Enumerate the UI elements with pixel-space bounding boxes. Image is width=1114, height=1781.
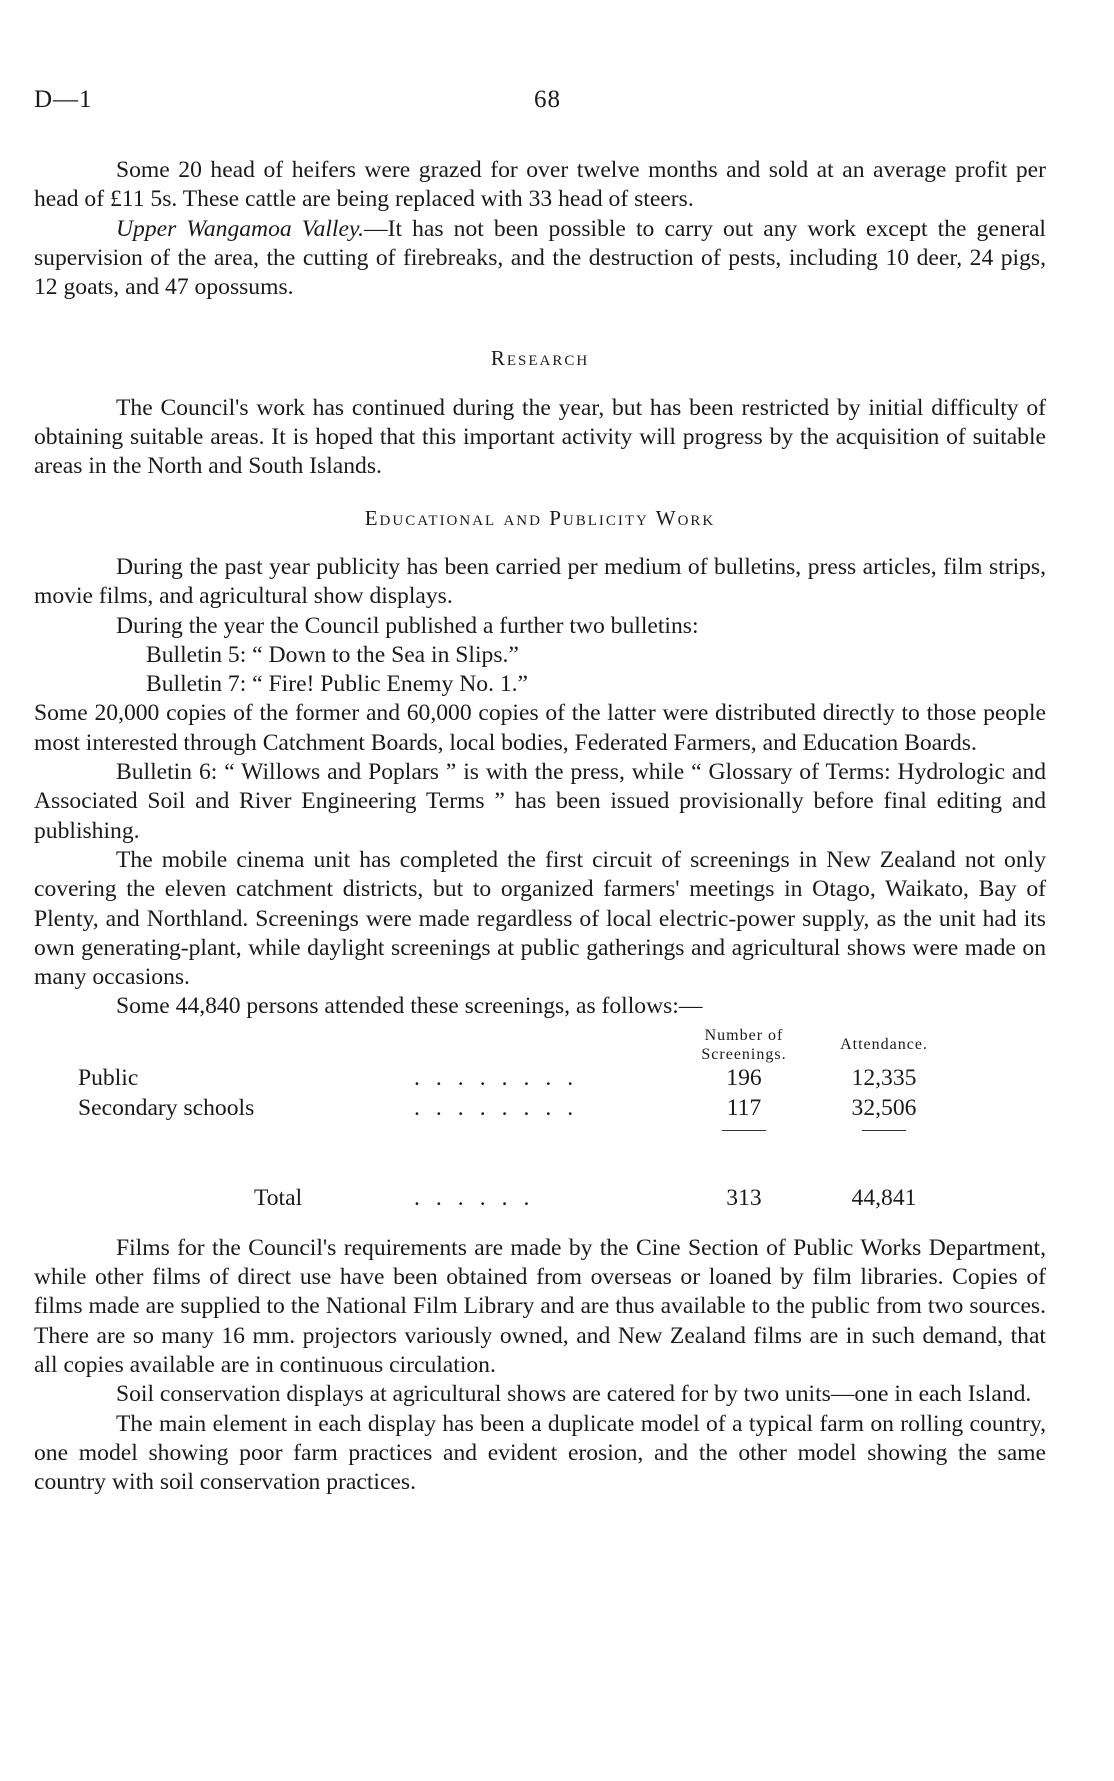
row-attendance: 12,335 xyxy=(851,1064,917,1091)
bulletin-item: Bulletin 7: “ Fire! Public Enemy No. 1.” xyxy=(146,671,529,698)
paragraph-upper-wangamoa xyxy=(34,215,1046,303)
paragraph-research: The Council's work has continued during the year, but has been restricted by initial difficulty of obtaining suitable areas. It is hoped that this important activity will progress by the acquisition of suitable areas in the North and South Islands. xyxy=(34,394,1046,480)
educational-heading: Educational and Publicity Work xyxy=(364,505,716,530)
paragraph-bulletins-intro: During the year the Council published a further two bulletins: xyxy=(116,612,699,639)
upper-wangamoa-title: Upper Wangamoa Valley. xyxy=(116,215,365,242)
total-label: Total xyxy=(254,1184,303,1211)
total-rule xyxy=(862,1130,906,1131)
leader-dots: ........ xyxy=(414,1094,590,1121)
page-code: D—1 xyxy=(34,86,93,113)
paragraph-attendance-intro: Some 44,840 persons attended these screenings, as follows:— xyxy=(116,993,703,1020)
paragraph-films: Films for the Council's requirements are made by the Cine Section of Public Works Department, while other films of direct use have been obtained from overseas or loaned by film libraries. Copies of films made are supplied to the National Film Library and are thus available to the public from two sources. There are so many 16 mm. projectors variously owned, and New Zealand films are in such demand, that all copies available are in continuous circulation. xyxy=(34,1234,1046,1378)
paragraph-cinema-unit: The mobile cinema unit has completed the first circuit of screenings in New Zealand not only covering the eleven catchment districts, but to organized farmers' meetings in Otago, Waikato, Bay of Plenty, and Northland. Screenings were made regardless of local electric-power supply, as the unit had its own generating-plant, while daylight screenings at public gatherings and agricultural shows were made on many occasions. xyxy=(34,846,1046,991)
research-heading: Research xyxy=(490,346,590,371)
total-screenings: 313 xyxy=(726,1184,762,1211)
table-total-row xyxy=(34,1184,964,1214)
table-rule-row xyxy=(34,1124,964,1154)
column-header-screenings: Number of Screenings. xyxy=(701,1026,787,1063)
paragraph-bulletin-6: Bulletin 6: “ Willows and Poplars ” is with the press, while “ Glossary of Terms: Hydrologic and Associated Soil and River Engineering Terms ” has been issued provisionally before final editing and publishing. xyxy=(34,759,1046,844)
body-text xyxy=(34,156,1046,1497)
paragraph-heifers: Some 20 head of heifers were grazed for over twelve months and sold at an average profit per head of £11 5s. These cattle are being replaced with 33 head of steers. xyxy=(34,157,1046,213)
row-label: Secondary schools xyxy=(78,1094,255,1121)
row-screenings: 196 xyxy=(726,1064,762,1091)
bulletin-item: Bulletin 5: “ Down to the Sea in Slips.” xyxy=(146,641,519,668)
leader-dots: ...... xyxy=(414,1184,546,1211)
screenings-table xyxy=(34,1026,964,1214)
paragraph-publicity: During the past year publicity has been carried per medium of bulletins, press articles, film strips, movie films, and agricultural show displays. xyxy=(34,553,1046,610)
page-number: 68 xyxy=(534,86,561,113)
table-header-row xyxy=(34,1026,964,1064)
row-label: Public xyxy=(78,1064,139,1091)
leader-dots: ........ xyxy=(414,1064,590,1091)
total-attendance: 44,841 xyxy=(851,1184,917,1211)
upper-wangamoa-text: —It has not been possible to carry out any work except the general supervision of the area, the cutting of firebreaks, and the destruction of pests, including 10 deer, 24 pigs, 12 goats, and 47 opossums. xyxy=(34,215,1046,301)
table-row xyxy=(34,1094,964,1124)
paragraph-displays: Soil conservation displays at agricultural shows are catered for by two units—one in each Island. xyxy=(116,1381,1032,1408)
column-header-attendance: Attendance. xyxy=(840,1036,928,1054)
row-attendance: 32,506 xyxy=(851,1094,917,1121)
total-rule xyxy=(722,1130,766,1131)
table-row xyxy=(34,1064,964,1094)
paragraph-copies: Some 20,000 copies of the former and 60,000 copies of the latter were distributed directly to those people most interested through Catchment Boards, local bodies, Federated Farmers, and Education Boards. xyxy=(34,700,1046,756)
row-screenings: 117 xyxy=(726,1094,762,1121)
paragraph-model: The main element in each display has been a duplicate model of a typical farm on rolling country, one model showing poor farm practices and evident erosion, and the other model showing the same country with soil conservation practices. xyxy=(34,1410,1046,1496)
